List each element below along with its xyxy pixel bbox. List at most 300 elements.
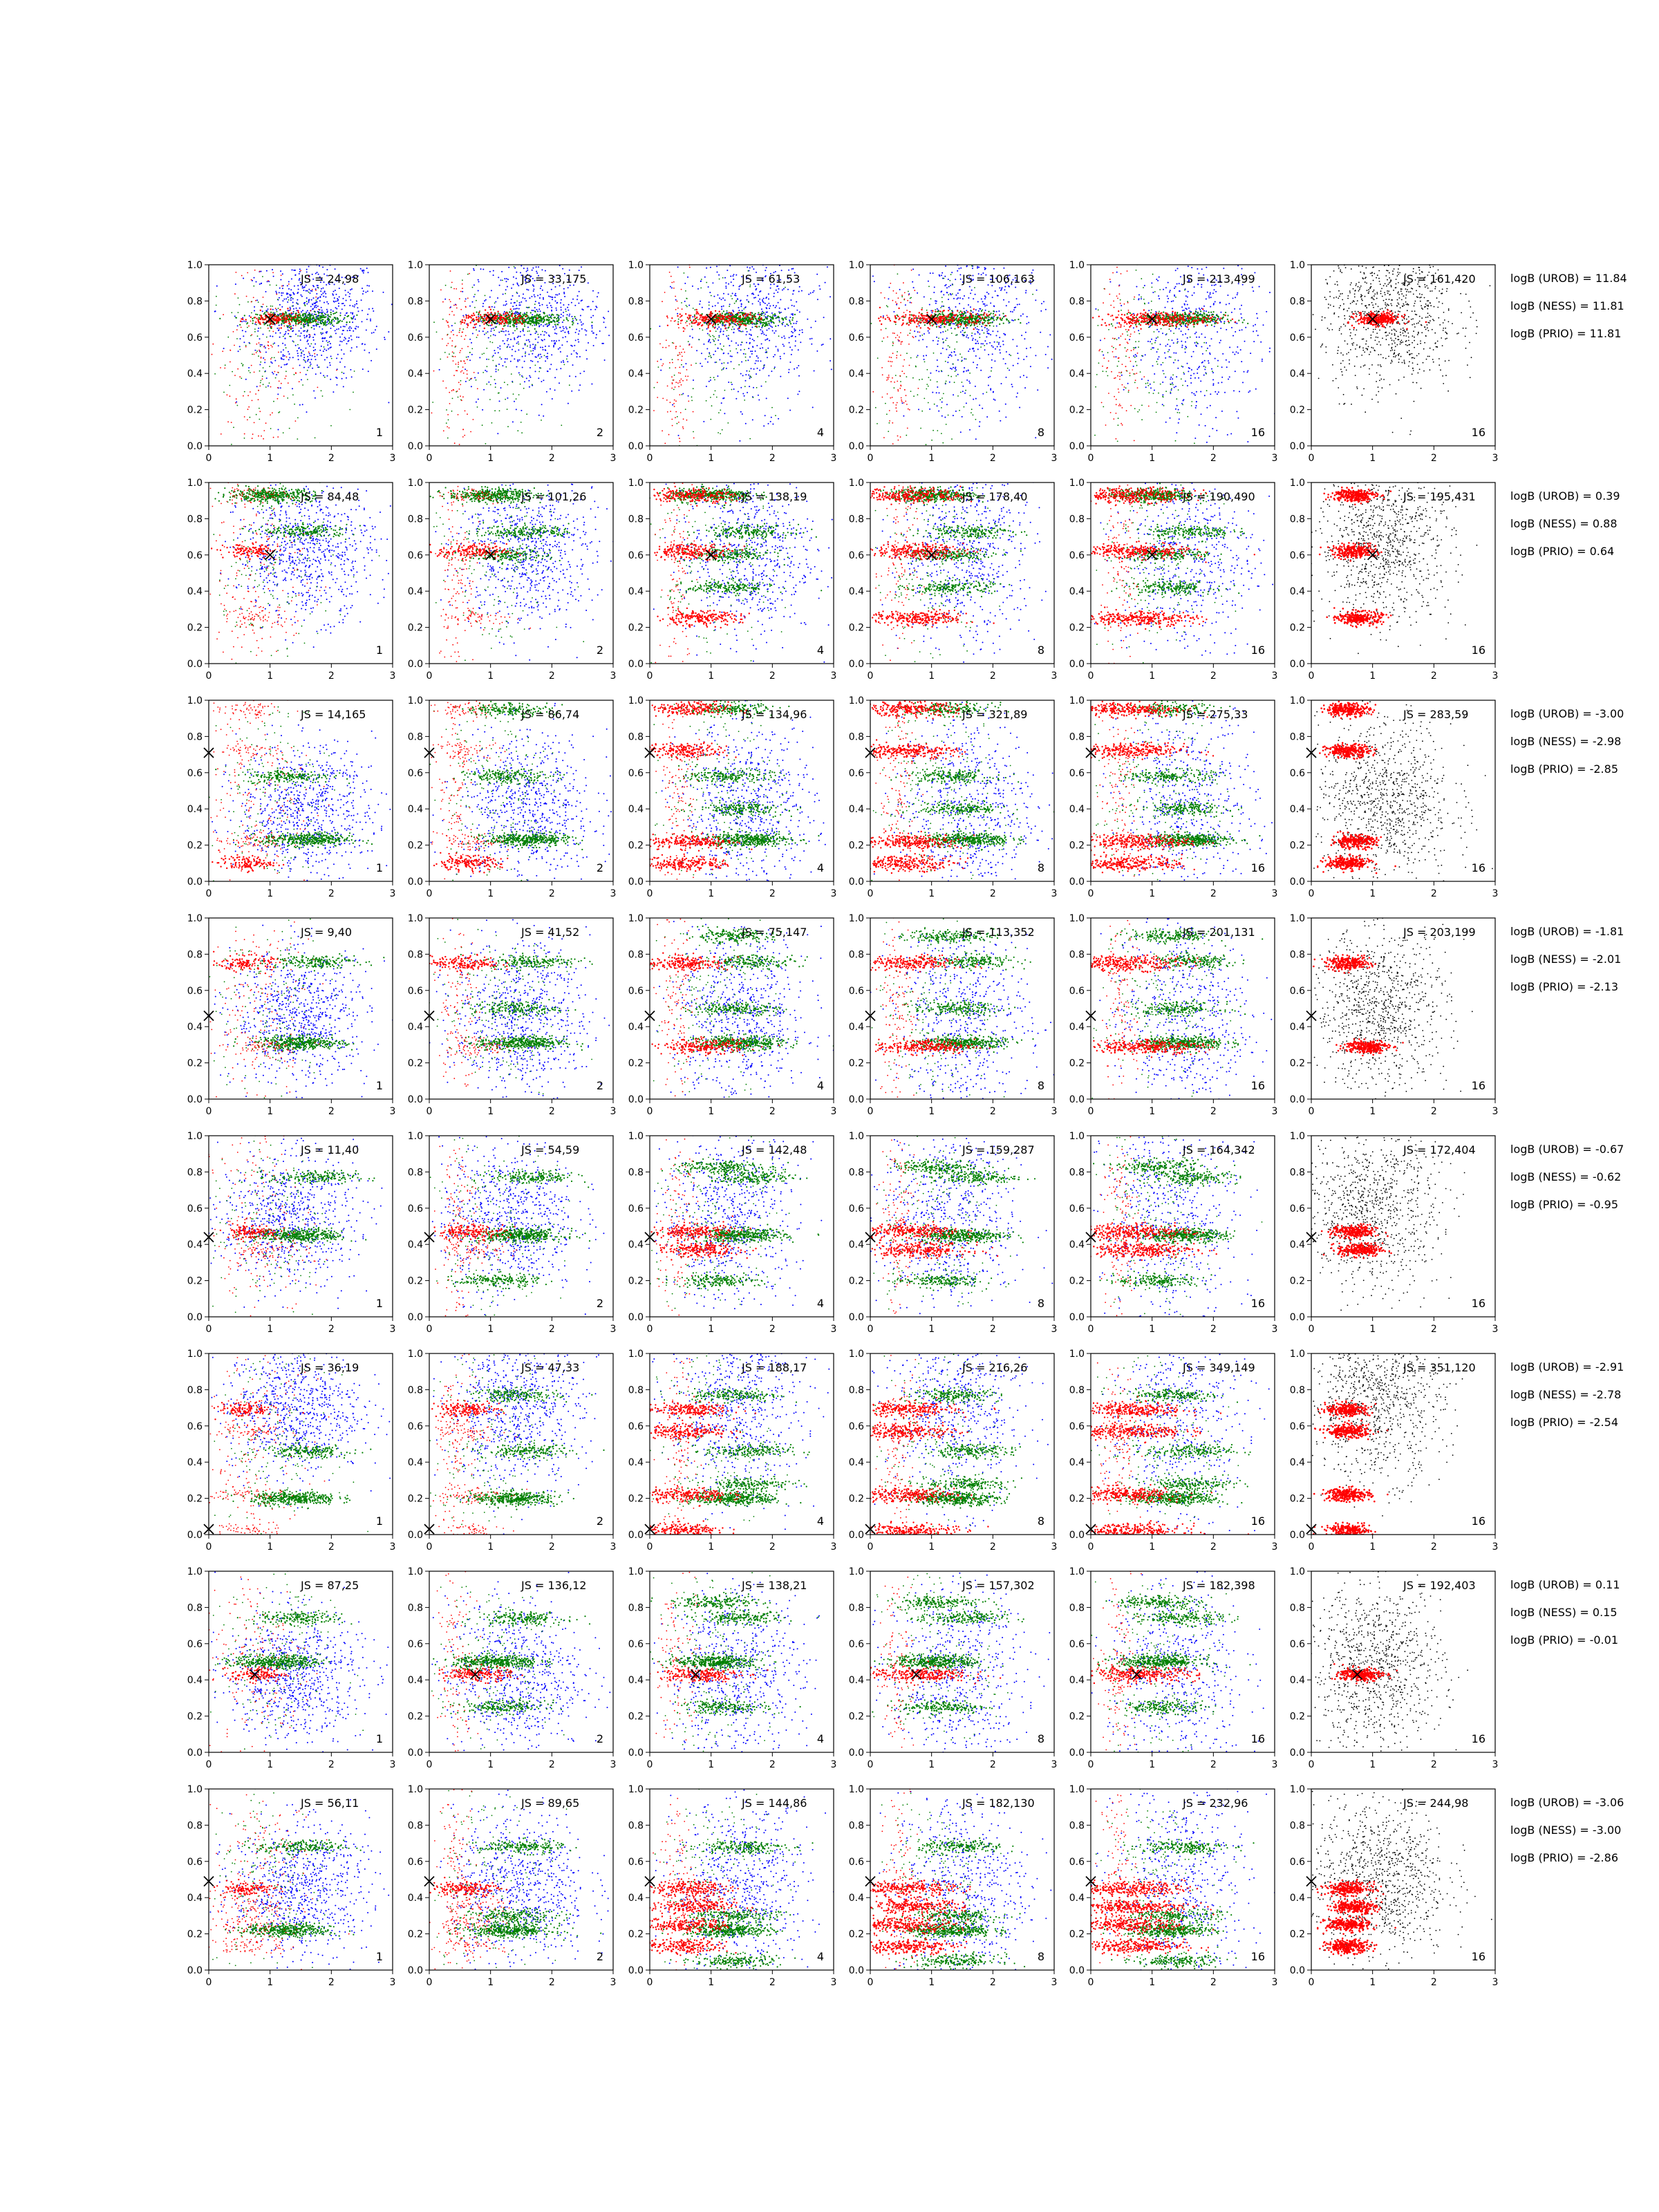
scatter-point	[263, 438, 264, 440]
scatter-point	[310, 362, 311, 363]
scatter-point	[779, 321, 780, 322]
scatter-point	[937, 344, 938, 345]
scatter-point	[560, 351, 561, 353]
scatter-point	[265, 311, 267, 312]
scatter-point	[783, 346, 785, 347]
scatter-point	[737, 299, 738, 300]
scatter-point	[258, 328, 259, 329]
scatter-point	[740, 326, 741, 327]
scatter-point	[278, 352, 279, 353]
scatter-point	[702, 261, 704, 263]
scatter-point	[278, 320, 279, 321]
scatter-point	[319, 297, 321, 298]
scatter-point	[505, 312, 506, 313]
scatter-point	[306, 336, 307, 337]
scatter-point	[324, 302, 325, 303]
scatter-point	[260, 310, 261, 311]
scatter-point	[259, 283, 261, 285]
scatter-point	[954, 324, 955, 325]
scatter-point	[458, 362, 459, 363]
scatter-point	[229, 395, 231, 397]
scatter-point	[315, 316, 317, 317]
scatter-point	[331, 358, 332, 359]
scatter-point	[348, 315, 349, 317]
scatter-point	[677, 416, 678, 418]
scatter-point	[254, 306, 255, 308]
scatter-point	[272, 372, 273, 373]
scatter-point	[311, 290, 312, 292]
scatter-point	[819, 236, 821, 237]
scatter-point	[812, 292, 814, 293]
scatter-point	[506, 322, 507, 324]
scatter-point	[252, 354, 253, 355]
scatter-point	[789, 362, 791, 363]
scatter-point	[525, 353, 526, 355]
scatter-point	[499, 357, 500, 358]
scatter-point	[756, 373, 757, 375]
scatter-point	[738, 391, 739, 393]
scatter-point	[507, 324, 509, 325]
scatter-point	[493, 328, 494, 329]
scatter-point	[332, 319, 334, 320]
scatter-point	[570, 345, 572, 346]
scatter-point	[757, 321, 758, 322]
scatter-point	[336, 370, 337, 371]
scatter-point	[337, 322, 339, 324]
scatter-point	[666, 347, 667, 348]
scatter-point	[299, 347, 300, 348]
scatter-point	[918, 340, 919, 341]
scatter-point	[327, 344, 328, 346]
scatter-point	[760, 317, 762, 319]
scatter-point	[288, 281, 290, 283]
scatter-point	[988, 330, 989, 331]
scatter-point	[587, 306, 588, 308]
y-tick-label: 0.6	[408, 332, 423, 344]
scatter-point	[762, 326, 763, 327]
scatter-point	[289, 357, 290, 358]
scatter-point	[538, 355, 539, 357]
scatter-point	[289, 294, 290, 295]
scatter-point	[798, 245, 799, 247]
scatter-point	[517, 430, 518, 431]
scatter-point	[721, 369, 722, 371]
scatter-point	[327, 319, 328, 320]
scatter-point	[327, 310, 328, 312]
scatter-point	[225, 364, 226, 366]
scatter-point	[950, 293, 951, 294]
scatter-point	[462, 288, 463, 289]
scatter-point	[327, 342, 328, 344]
scatter-point	[478, 281, 480, 283]
scatter-point	[742, 310, 743, 311]
scatter-point	[579, 330, 580, 332]
scatter-point	[274, 371, 276, 373]
scatter-point	[998, 232, 1000, 234]
scatter-point	[690, 315, 691, 316]
scatter-point	[789, 321, 791, 323]
scatter-point	[239, 304, 241, 306]
scatter-point	[304, 286, 306, 288]
scatter-point	[256, 299, 258, 301]
scatter-point	[682, 380, 684, 382]
scatter-point	[509, 346, 511, 348]
scatter-point	[458, 397, 459, 398]
scatter-point	[955, 279, 956, 280]
y-tick-label: 0.0	[187, 441, 203, 452]
scatter-point	[317, 364, 318, 366]
scatter-point	[554, 332, 556, 334]
scatter-point	[478, 373, 479, 374]
scatter-point	[699, 303, 700, 305]
scatter-point	[288, 382, 289, 384]
scatter-point	[597, 296, 598, 297]
scatter-point	[480, 321, 482, 322]
scatter-point	[598, 292, 599, 294]
scatter-point	[314, 311, 315, 312]
scatter-point	[465, 363, 466, 364]
scatter-point	[755, 318, 756, 319]
scatter-point	[662, 301, 663, 302]
scatter-point	[272, 331, 274, 332]
scatter-point	[349, 330, 350, 331]
scatter-point	[718, 326, 720, 328]
scatter-point	[351, 288, 353, 290]
scatter-point	[556, 310, 557, 311]
scatter-point	[932, 340, 934, 341]
scatter-point	[302, 285, 303, 287]
scatter-point	[308, 321, 310, 322]
scatter-point	[346, 377, 347, 379]
scatter-point	[731, 329, 733, 330]
scatter-point	[977, 268, 978, 269]
scatter-point	[470, 431, 471, 433]
scatter-point	[346, 300, 347, 301]
scatter-point	[796, 301, 797, 303]
scatter-point	[702, 317, 704, 318]
scatter-point	[290, 307, 291, 308]
scatter-point	[301, 332, 302, 334]
scatter-point	[724, 319, 725, 321]
scatter-point	[541, 356, 542, 357]
scatter-point	[284, 355, 285, 357]
scatter-point	[710, 377, 711, 378]
scatter-point	[516, 321, 518, 323]
scatter-point	[715, 391, 716, 392]
scatter-point	[279, 411, 281, 413]
scatter-point	[730, 355, 731, 357]
scatter-point	[996, 256, 997, 257]
scatter-point	[447, 246, 448, 247]
scatter-point	[766, 308, 767, 309]
scatter-point	[257, 335, 259, 337]
scatter-point	[795, 340, 796, 341]
scatter-point	[1020, 377, 1021, 378]
scatter-point	[288, 293, 289, 294]
scatter-point	[724, 321, 725, 323]
scatter-point	[270, 428, 272, 429]
scatter-point	[736, 208, 738, 209]
scatter-point	[674, 375, 675, 376]
scatter-point	[581, 321, 582, 323]
scatter-point	[453, 305, 455, 306]
scatter-point	[295, 324, 297, 325]
scatter-point	[304, 360, 306, 362]
scatter-point	[500, 316, 502, 317]
scatter-point	[745, 423, 747, 424]
scatter-point	[552, 314, 553, 315]
scatter-point	[317, 318, 318, 319]
scatter-point	[539, 297, 541, 299]
scatter-point	[343, 319, 344, 320]
scatter-point	[682, 393, 684, 395]
scatter-point	[298, 315, 299, 316]
scatter-point	[268, 385, 269, 386]
scatter-point	[283, 432, 284, 433]
scatter-point	[548, 323, 550, 324]
scatter-point	[995, 400, 996, 401]
scatter-point	[478, 330, 480, 332]
scatter-point	[973, 312, 974, 313]
scatter-point	[731, 315, 732, 317]
scatter-point	[798, 391, 800, 392]
scatter-point	[514, 401, 515, 402]
scatter-point	[316, 300, 317, 301]
scatter-point	[679, 317, 681, 318]
scatter-point	[265, 347, 266, 348]
scatter-point	[488, 382, 489, 383]
scatter-point	[560, 368, 561, 369]
scatter-point	[353, 392, 354, 393]
scatter-point	[453, 360, 454, 362]
scatter-point	[345, 338, 346, 339]
scatter-point	[975, 355, 977, 357]
scatter-point	[356, 303, 357, 304]
scatter-point	[695, 321, 697, 323]
scatter-point	[361, 299, 362, 301]
scatter-point	[465, 319, 466, 320]
scatter-point	[928, 258, 929, 259]
scatter-point	[500, 279, 502, 281]
scatter-point	[452, 398, 453, 400]
scatter-point	[476, 319, 477, 321]
scatter-point	[256, 324, 257, 326]
scatter-point	[241, 363, 243, 364]
scatter-point	[469, 339, 471, 340]
scatter-point	[563, 360, 564, 362]
scatter-point	[453, 224, 454, 225]
scatter-point	[512, 349, 513, 350]
scatter-point	[994, 341, 995, 343]
scatter-point	[953, 367, 954, 368]
scatter-point	[798, 291, 800, 292]
scatter-point	[244, 315, 245, 316]
scatter-point	[502, 365, 503, 366]
scatter-point	[791, 254, 792, 256]
scatter-point	[998, 310, 1000, 312]
scatter-point	[747, 313, 749, 315]
scatter-point	[673, 343, 675, 344]
scatter-point	[683, 366, 684, 368]
scatter-point	[761, 308, 762, 310]
scatter-point	[531, 255, 532, 256]
scatter-point	[350, 312, 352, 314]
scatter-point	[767, 357, 768, 358]
scatter-point	[462, 291, 463, 292]
scatter-point	[946, 287, 948, 288]
scatter-point	[705, 317, 706, 318]
scatter-point	[283, 395, 285, 397]
scatter-point	[308, 322, 309, 324]
scatter-point	[305, 250, 306, 251]
scatter-point	[315, 344, 316, 345]
scatter-point	[789, 317, 791, 318]
scatter-point	[301, 355, 302, 357]
scatter-point	[781, 198, 782, 199]
scatter-point	[300, 315, 301, 317]
scatter-point	[854, 292, 855, 293]
scatter-point	[303, 330, 304, 332]
scatter-point	[659, 344, 661, 345]
scatter-point	[456, 304, 457, 306]
scatter-point	[279, 292, 280, 293]
scatter-point	[1003, 358, 1004, 359]
scatter-point	[489, 341, 491, 343]
scatter-point	[532, 344, 534, 345]
scatter-point	[773, 226, 774, 227]
scatter-point	[732, 320, 733, 321]
scatter-point	[538, 308, 540, 310]
scatter-point	[319, 317, 321, 319]
scatter-point	[263, 334, 264, 335]
scatter-point	[516, 326, 517, 328]
scatter-point	[874, 281, 875, 282]
scatter-point	[273, 373, 274, 375]
scatter-point	[333, 291, 335, 292]
scatter-point	[492, 342, 494, 344]
scatter-point	[559, 322, 560, 324]
scatter-point	[260, 319, 261, 320]
scatter-point	[966, 327, 968, 328]
scatter-point	[724, 277, 726, 279]
scatter-point	[687, 276, 688, 278]
scatter-point	[628, 401, 630, 402]
scatter-point	[801, 329, 803, 330]
scatter-point	[348, 292, 349, 293]
scatter-point	[533, 261, 534, 263]
scatter-point	[298, 359, 299, 360]
scatter-point	[372, 290, 373, 292]
scatter-point	[996, 326, 997, 327]
scatter-point	[493, 274, 494, 276]
scatter-point	[554, 344, 556, 345]
scatter-point	[762, 301, 763, 302]
scatter-point	[700, 288, 702, 289]
scatter-point	[535, 365, 536, 366]
scatter-point	[770, 317, 771, 318]
scatter-point	[581, 328, 583, 330]
scatter-point	[311, 299, 312, 301]
scatter-point	[781, 317, 782, 319]
js-label: JS = 24,98	[300, 272, 359, 285]
scatter-point	[731, 281, 732, 283]
scatter-point	[339, 341, 341, 342]
scatter-point	[495, 383, 496, 384]
scatter-point	[534, 307, 536, 308]
scatter-point	[315, 321, 317, 323]
scatter-point	[280, 279, 281, 281]
scatter-point	[259, 411, 261, 412]
scatter-point	[581, 300, 582, 301]
scatter-point	[319, 300, 321, 301]
scatter-point	[433, 321, 435, 323]
scatter-point	[664, 443, 666, 444]
scatter-point	[327, 314, 328, 315]
scatter-point	[474, 372, 475, 373]
scatter-point	[518, 308, 520, 310]
scatter-point	[350, 289, 351, 290]
scatter-point	[722, 323, 724, 324]
scatter-point	[767, 348, 769, 349]
scatter-point	[261, 344, 263, 346]
scatter-point	[901, 237, 902, 238]
scatter-point	[1019, 303, 1020, 305]
scatter-point	[959, 259, 960, 260]
scatter-point	[519, 359, 521, 361]
scatter-point	[677, 313, 678, 315]
scatter-point	[767, 304, 768, 306]
scatter-point	[776, 346, 777, 347]
scatter-point	[446, 345, 447, 346]
scatter-point	[752, 339, 753, 340]
scatter-point	[368, 308, 370, 310]
scatter-point	[748, 375, 749, 376]
scatter-point	[273, 276, 274, 277]
scatter-point	[666, 315, 668, 317]
scatter-point	[514, 339, 515, 340]
scatter-point	[216, 305, 217, 306]
scatter-point	[727, 313, 728, 315]
scatter-point	[500, 387, 502, 388]
scatter-point	[790, 323, 791, 324]
scatter-point	[453, 334, 454, 335]
scatter-point	[312, 308, 313, 310]
scatter-point	[541, 404, 543, 405]
scatter-point	[286, 261, 288, 262]
scatter-point	[813, 257, 814, 259]
scatter-point	[289, 428, 290, 429]
scatter-point	[553, 248, 554, 250]
scatter-point	[493, 309, 494, 310]
scatter-point	[792, 315, 794, 316]
scatter-point	[982, 408, 983, 409]
scatter-point	[281, 324, 282, 326]
scatter-point	[279, 337, 281, 338]
scatter-point	[556, 328, 557, 329]
scatter-point	[561, 330, 562, 332]
scatter-point	[466, 183, 467, 185]
scatter-point	[446, 320, 447, 321]
scatter-point	[735, 301, 737, 303]
scatter-point	[506, 316, 507, 317]
scatter-point	[221, 433, 222, 435]
scatter-point	[295, 420, 297, 422]
scatter-point	[541, 269, 543, 270]
scatter-point	[569, 315, 570, 317]
scatter-point	[263, 303, 264, 305]
scatter-point	[469, 379, 470, 381]
scatter-point	[471, 317, 472, 319]
